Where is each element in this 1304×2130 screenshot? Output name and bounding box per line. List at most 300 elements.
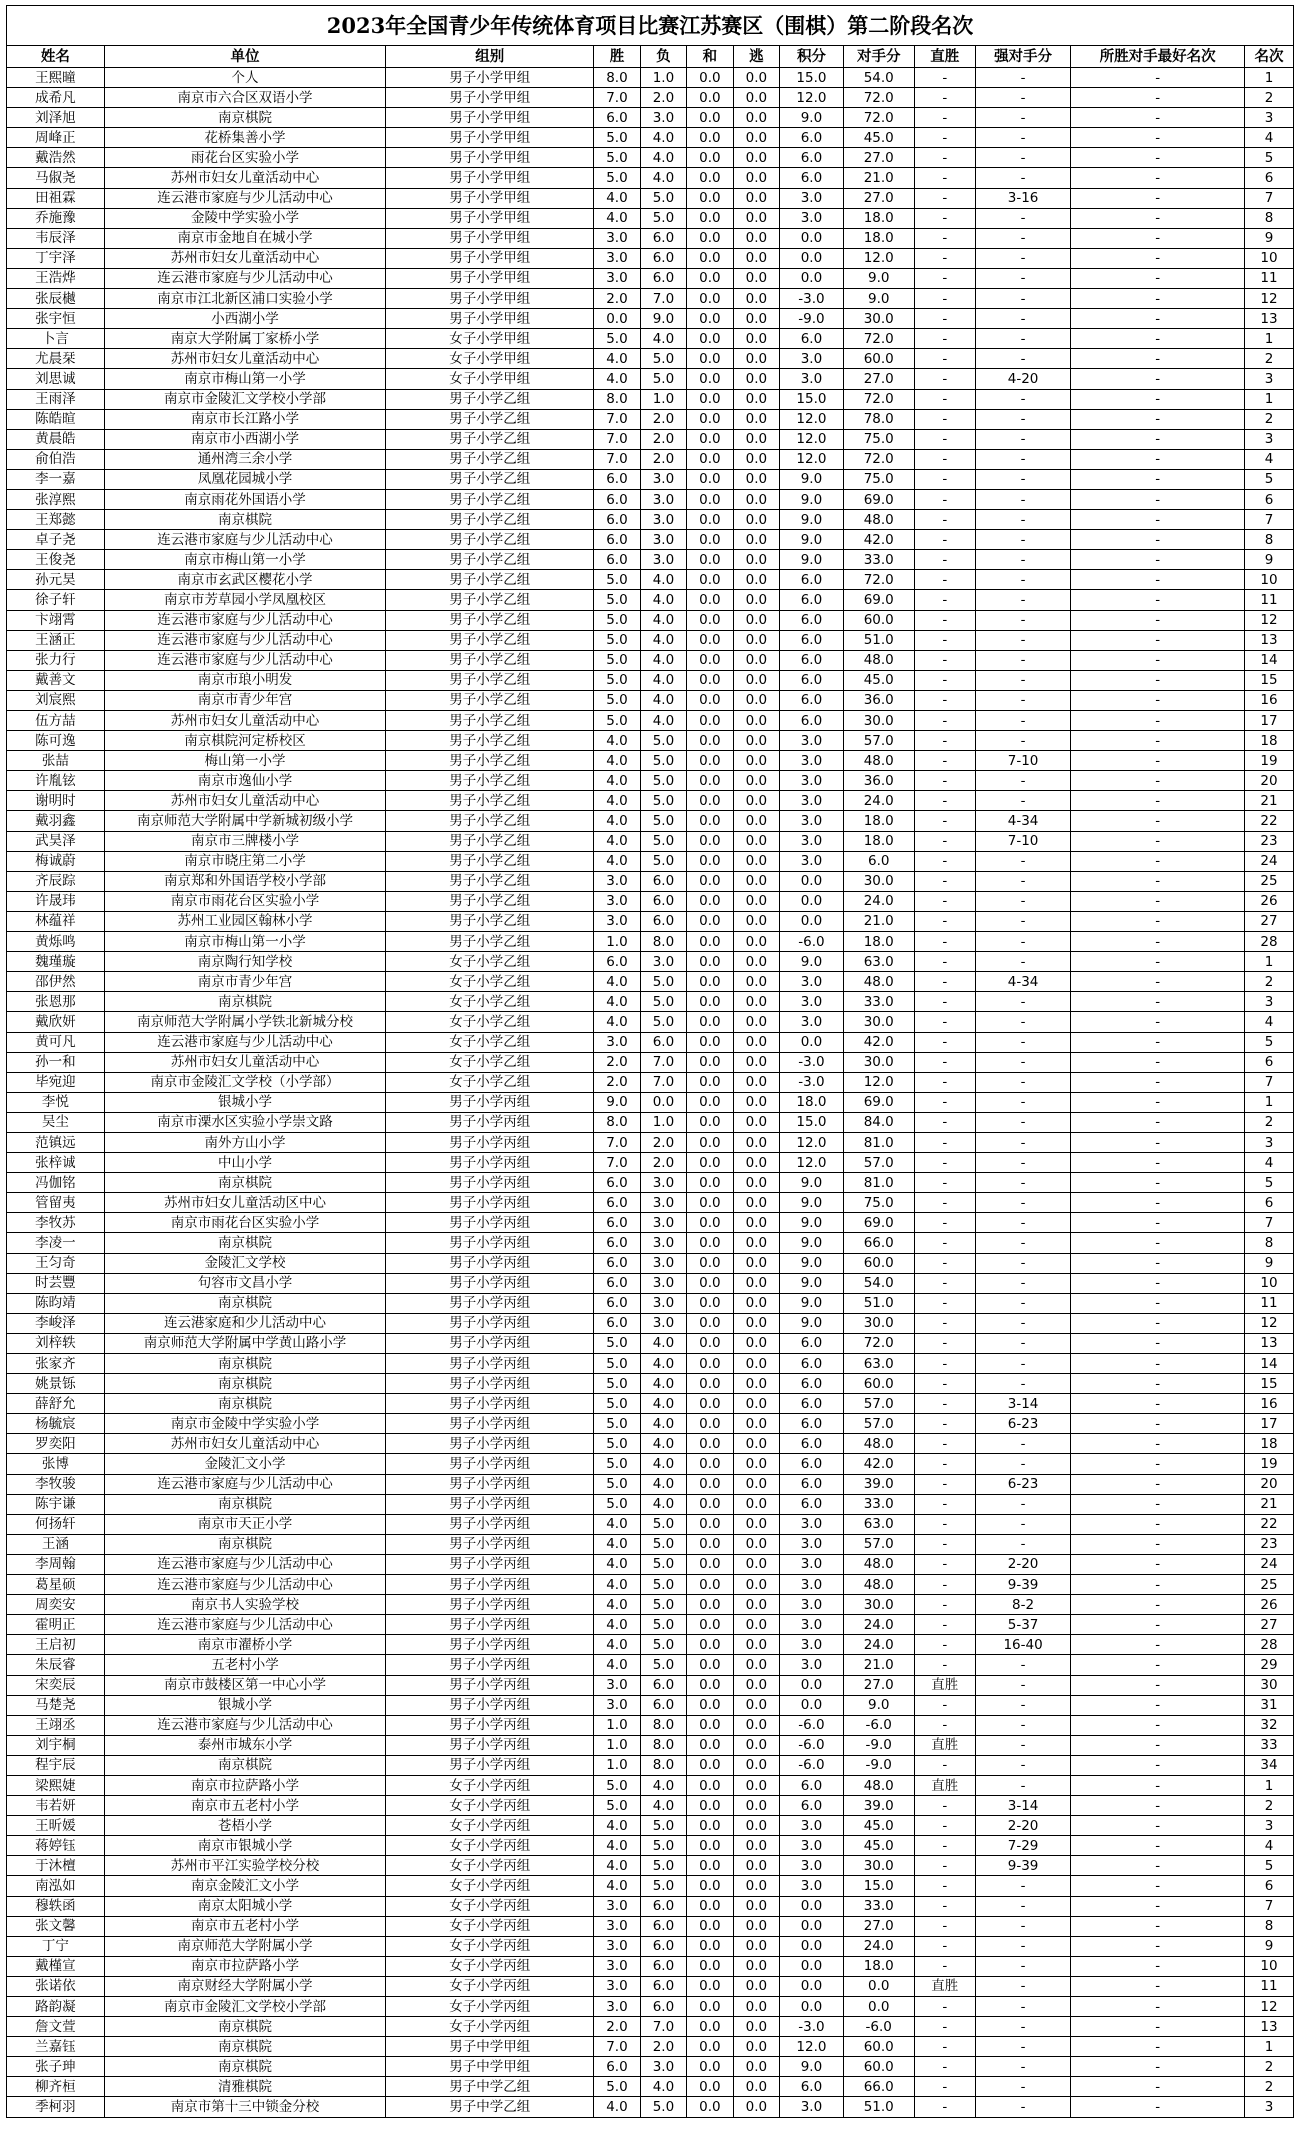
cell-direct-win: -: [914, 309, 975, 329]
cell-name: 许晟玮: [7, 891, 105, 911]
cell-direct-win: -: [914, 771, 975, 791]
cell-wins: 3.0: [594, 1936, 640, 1956]
cell-best-defeated-rank: -: [1071, 1615, 1245, 1635]
cell-wins: 6.0: [594, 1173, 640, 1193]
cell-rank: 5: [1245, 469, 1294, 489]
cell-wins: 5.0: [594, 168, 640, 188]
cell-draws: 0.0: [687, 1775, 733, 1795]
cell-rank: 33: [1245, 1735, 1294, 1755]
cell-best-defeated-rank: -: [1071, 68, 1245, 88]
cell-losses: 3.0: [640, 1273, 686, 1293]
cell-wins: 4.0: [594, 1615, 640, 1635]
cell-group: 男子小学丙组: [386, 1354, 594, 1374]
cell-points: 12.0: [780, 429, 844, 449]
cell-unit: 南京郑和外国语学校小学部: [104, 871, 385, 891]
cell-strong-opponent-score: -: [975, 952, 1070, 972]
table-row: [7, 1253, 1294, 1273]
cell-draws: 0.0: [687, 349, 733, 369]
cell-forfeits: 0.0: [733, 429, 779, 449]
cell-draws: 0.0: [687, 1052, 733, 1072]
cell-rank: 13: [1245, 630, 1294, 650]
cell-forfeits: 0.0: [733, 1253, 779, 1273]
cell-unit: 南京市梅山第一小学: [104, 932, 385, 952]
cell-best-defeated-rank: -: [1071, 670, 1245, 690]
cell-losses: 5.0: [640, 1836, 686, 1856]
cell-direct-win: -: [914, 1655, 975, 1675]
cell-opponent-score: 24.0: [843, 891, 914, 911]
cell-forfeits: 0.0: [733, 1273, 779, 1293]
cell-wins: 3.0: [594, 871, 640, 891]
cell-rank: 1: [1245, 2037, 1294, 2057]
cell-forfeits: 0.0: [733, 1173, 779, 1193]
table-row: [7, 1414, 1294, 1434]
cell-wins: 6.0: [594, 550, 640, 570]
cell-wins: 7.0: [594, 1153, 640, 1173]
cell-losses: 3.0: [640, 489, 686, 509]
column-header-opponent-score: 对手分: [843, 46, 914, 68]
table-row: [7, 510, 1294, 530]
cell-losses: 7.0: [640, 289, 686, 309]
column-header-losses: 负: [640, 46, 686, 68]
cell-wins: 6.0: [594, 489, 640, 509]
cell-strong-opponent-score: -: [975, 1454, 1070, 1474]
table-row: [7, 409, 1294, 429]
cell-strong-opponent-score: 3-16: [975, 188, 1070, 208]
cell-rank: 12: [1245, 1313, 1294, 1333]
cell-wins: 5.0: [594, 670, 640, 690]
cell-unit: 苏州市妇女儿童活动中心: [104, 1434, 385, 1454]
cell-direct-win: -: [914, 108, 975, 128]
cell-strong-opponent-score: -: [975, 1253, 1070, 1273]
table-row: [7, 188, 1294, 208]
table-row: [7, 2097, 1294, 2117]
cell-unit: 南京市天正小学: [104, 1514, 385, 1534]
cell-forfeits: 0.0: [733, 2037, 779, 2057]
cell-unit: 南京市梅山第一小学: [104, 550, 385, 570]
table-row: [7, 731, 1294, 751]
cell-opponent-score: 60.0: [843, 1374, 914, 1394]
cell-best-defeated-rank: -: [1071, 1514, 1245, 1534]
cell-losses: 5.0: [640, 1575, 686, 1595]
cell-best-defeated-rank: -: [1071, 1575, 1245, 1595]
cell-wins: 6.0: [594, 1313, 640, 1333]
cell-wins: 4.0: [594, 851, 640, 871]
cell-losses: 6.0: [640, 1916, 686, 1936]
table-row: [7, 1876, 1294, 1896]
cell-wins: 4.0: [594, 349, 640, 369]
cell-draws: 0.0: [687, 228, 733, 248]
cell-opponent-score: 42.0: [843, 1454, 914, 1474]
table-row: [7, 932, 1294, 952]
cell-points: 3.0: [780, 1876, 844, 1896]
cell-opponent-score: 33.0: [843, 992, 914, 1012]
cell-draws: 0.0: [687, 1293, 733, 1313]
cell-points: 0.0: [780, 1997, 844, 2017]
table-row: [7, 771, 1294, 791]
cell-best-defeated-rank: -: [1071, 2077, 1245, 2097]
cell-group: 男子小学乙组: [386, 751, 594, 771]
cell-opponent-score: 24.0: [843, 791, 914, 811]
cell-losses: 5.0: [640, 1012, 686, 1032]
cell-forfeits: 0.0: [733, 268, 779, 288]
cell-direct-win: -: [914, 1755, 975, 1775]
cell-strong-opponent-score: -: [975, 88, 1070, 108]
cell-unit: 连云港市家庭与少儿活动中心: [104, 1615, 385, 1635]
cell-draws: 0.0: [687, 2017, 733, 2037]
cell-direct-win: -: [914, 1615, 975, 1635]
cell-name: 王雨泽: [7, 389, 105, 409]
cell-best-defeated-rank: -: [1071, 911, 1245, 931]
cell-forfeits: 0.0: [733, 1856, 779, 1876]
cell-points: 9.0: [780, 1173, 844, 1193]
cell-direct-win: -: [914, 429, 975, 449]
cell-name: 张喆: [7, 751, 105, 771]
cell-unit: 苏州工业园区翰林小学: [104, 911, 385, 931]
cell-name: 蒋婷钰: [7, 1836, 105, 1856]
cell-rank: 5: [1245, 1173, 1294, 1193]
cell-forfeits: 0.0: [733, 369, 779, 389]
column-header-direct-win: 直胜: [914, 46, 975, 68]
cell-unit: 凤凰花园城小学: [104, 469, 385, 489]
cell-direct-win: -: [914, 289, 975, 309]
cell-losses: 0.0: [640, 1092, 686, 1112]
cell-direct-win: -: [914, 811, 975, 831]
cell-opponent-score: 48.0: [843, 650, 914, 670]
cell-name: 徐子轩: [7, 590, 105, 610]
cell-losses: 2.0: [640, 88, 686, 108]
cell-rank: 3: [1245, 108, 1294, 128]
cell-direct-win: -: [914, 268, 975, 288]
cell-name: 戴浩然: [7, 148, 105, 168]
cell-strong-opponent-score: -: [975, 2077, 1070, 2097]
cell-best-defeated-rank: -: [1071, 88, 1245, 108]
cell-name: 陈可逸: [7, 731, 105, 751]
cell-points: 9.0: [780, 952, 844, 972]
cell-name: 张梓诚: [7, 1153, 105, 1173]
cell-opponent-score: 18.0: [843, 932, 914, 952]
cell-group: 男子小学丙组: [386, 1554, 594, 1574]
table-row: [7, 1092, 1294, 1112]
cell-name: 王涵: [7, 1534, 105, 1554]
cell-losses: 5.0: [640, 751, 686, 771]
cell-name: 戴欣妍: [7, 1012, 105, 1032]
cell-opponent-score: 18.0: [843, 1956, 914, 1976]
cell-name: 卜言: [7, 329, 105, 349]
cell-draws: 0.0: [687, 449, 733, 469]
cell-unit: 南京棋院: [104, 2057, 385, 2077]
cell-opponent-score: 45.0: [843, 128, 914, 148]
cell-best-defeated-rank: -: [1071, 1233, 1245, 1253]
cell-name: 周奕安: [7, 1595, 105, 1615]
cell-direct-win: -: [914, 751, 975, 771]
cell-best-defeated-rank: -: [1071, 1072, 1245, 1092]
cell-strong-opponent-score: -: [975, 1092, 1070, 1112]
cell-strong-opponent-score: 6-23: [975, 1474, 1070, 1494]
cell-group: 男子小学乙组: [386, 550, 594, 570]
cell-unit: 南京师范大学附属小学: [104, 1936, 385, 1956]
cell-wins: 4.0: [594, 1876, 640, 1896]
table-row: [7, 871, 1294, 891]
cell-forfeits: 0.0: [733, 108, 779, 128]
cell-group: 男子小学丙组: [386, 1273, 594, 1293]
cell-forfeits: 0.0: [733, 1896, 779, 1916]
cell-best-defeated-rank: -: [1071, 268, 1245, 288]
cell-wins: 6.0: [594, 469, 640, 489]
table-row: [7, 1796, 1294, 1816]
cell-forfeits: 0.0: [733, 891, 779, 911]
cell-points: 0.0: [780, 1936, 844, 1956]
cell-direct-win: -: [914, 1856, 975, 1876]
cell-rank: 29: [1245, 1655, 1294, 1675]
cell-losses: 5.0: [640, 811, 686, 831]
cell-opponent-score: -6.0: [843, 2017, 914, 2037]
cell-unit: 南京棋院: [104, 1293, 385, 1313]
cell-direct-win: -: [914, 690, 975, 710]
cell-wins: 3.0: [594, 1695, 640, 1715]
cell-forfeits: 0.0: [733, 1313, 779, 1333]
cell-best-defeated-rank: -: [1071, 851, 1245, 871]
table-row: [7, 1916, 1294, 1936]
cell-strong-opponent-score: -: [975, 630, 1070, 650]
cell-draws: 0.0: [687, 1735, 733, 1755]
cell-name: 李凌一: [7, 1233, 105, 1253]
cell-strong-opponent-score: -: [975, 1153, 1070, 1173]
cell-direct-win: -: [914, 2077, 975, 2097]
cell-losses: 4.0: [640, 1414, 686, 1434]
cell-strong-opponent-score: 4-20: [975, 369, 1070, 389]
cell-losses: 8.0: [640, 1715, 686, 1735]
cell-direct-win: -: [914, 831, 975, 851]
cell-forfeits: 0.0: [733, 168, 779, 188]
cell-best-defeated-rank: -: [1071, 228, 1245, 248]
cell-direct-win: -: [914, 1374, 975, 1394]
cell-wins: 3.0: [594, 1916, 640, 1936]
cell-name: 刘梓轶: [7, 1333, 105, 1353]
cell-unit: 苏州市妇女儿童活动中心: [104, 791, 385, 811]
cell-opponent-score: 69.0: [843, 1213, 914, 1233]
cell-group: 男子小学甲组: [386, 289, 594, 309]
cell-forfeits: 0.0: [733, 1474, 779, 1494]
table-row: [7, 329, 1294, 349]
cell-unit: 南京金陵汇文小学: [104, 1876, 385, 1896]
cell-wins: 4.0: [594, 811, 640, 831]
cell-group: 女子小学丙组: [386, 1976, 594, 1996]
cell-strong-opponent-score: -: [975, 1273, 1070, 1293]
cell-draws: 0.0: [687, 1313, 733, 1333]
table-row: [7, 811, 1294, 831]
cell-points: 9.0: [780, 510, 844, 530]
cell-direct-win: -: [914, 1273, 975, 1293]
cell-rank: 25: [1245, 871, 1294, 891]
cell-best-defeated-rank: -: [1071, 1635, 1245, 1655]
cell-draws: 0.0: [687, 2077, 733, 2097]
cell-unit: 南京市逸仙小学: [104, 771, 385, 791]
table-row: [7, 1775, 1294, 1795]
cell-unit: 雨花台区实验小学: [104, 148, 385, 168]
cell-opponent-score: 21.0: [843, 168, 914, 188]
cell-draws: 0.0: [687, 389, 733, 409]
cell-best-defeated-rank: -: [1071, 1213, 1245, 1233]
cell-group: 男子中学乙组: [386, 2077, 594, 2097]
cell-direct-win: -: [914, 1997, 975, 2017]
cell-draws: 0.0: [687, 1916, 733, 1936]
cell-name: 王启初: [7, 1635, 105, 1655]
cell-group: 男子小学丙组: [386, 1092, 594, 1112]
cell-best-defeated-rank: -: [1071, 1856, 1245, 1876]
cell-opponent-score: 48.0: [843, 1434, 914, 1454]
cell-direct-win: -: [914, 1956, 975, 1976]
cell-opponent-score: 24.0: [843, 1615, 914, 1635]
table-row: [7, 630, 1294, 650]
cell-strong-opponent-score: -: [975, 1976, 1070, 1996]
cell-group: 女子小学丙组: [386, 1816, 594, 1836]
cell-points: 3.0: [780, 1836, 844, 1856]
cell-group: 男子小学乙组: [386, 932, 594, 952]
cell-group: 男子小学乙组: [386, 791, 594, 811]
cell-losses: 5.0: [640, 791, 686, 811]
cell-wins: 5.0: [594, 148, 640, 168]
cell-rank: 13: [1245, 2017, 1294, 2037]
cell-points: 3.0: [780, 369, 844, 389]
cell-points: 0.0: [780, 1896, 844, 1916]
cell-strong-opponent-score: -: [975, 1997, 1070, 2017]
cell-opponent-score: 57.0: [843, 1414, 914, 1434]
cell-group: 女子小学乙组: [386, 972, 594, 992]
cell-forfeits: 0.0: [733, 88, 779, 108]
cell-strong-opponent-score: -: [975, 1052, 1070, 1072]
cell-strong-opponent-score: -: [975, 389, 1070, 409]
cell-best-defeated-rank: -: [1071, 1876, 1245, 1896]
cell-points: 6.0: [780, 1394, 844, 1414]
cell-group: 男子小学丙组: [386, 1434, 594, 1454]
cell-wins: 7.0: [594, 88, 640, 108]
cell-rank: 16: [1245, 690, 1294, 710]
cell-points: 12.0: [780, 409, 844, 429]
cell-name: 魏瑾璇: [7, 952, 105, 972]
cell-draws: 0.0: [687, 1755, 733, 1775]
cell-draws: 0.0: [687, 248, 733, 268]
cell-strong-opponent-score: -: [975, 1112, 1070, 1132]
cell-unit: 金陵中学实验小学: [104, 208, 385, 228]
cell-name: 张子珅: [7, 2057, 105, 2077]
cell-rank: 6: [1245, 489, 1294, 509]
cell-points: -6.0: [780, 1735, 844, 1755]
cell-best-defeated-rank: -: [1071, 1836, 1245, 1856]
cell-strong-opponent-score: -: [975, 1012, 1070, 1032]
table-row: [7, 1333, 1294, 1353]
cell-wins: 4.0: [594, 1836, 640, 1856]
table-row: [7, 289, 1294, 309]
cell-rank: 1: [1245, 1092, 1294, 1112]
cell-best-defeated-rank: -: [1071, 1695, 1245, 1715]
cell-direct-win: -: [914, 1896, 975, 1916]
cell-forfeits: 0.0: [733, 1494, 779, 1514]
cell-wins: 8.0: [594, 389, 640, 409]
table-row: [7, 88, 1294, 108]
table-row: [7, 1012, 1294, 1032]
cell-direct-win: -: [914, 168, 975, 188]
cell-name: 陈宇谦: [7, 1494, 105, 1514]
cell-strong-opponent-score: -: [975, 610, 1070, 630]
cell-unit: 梅山第一小学: [104, 751, 385, 771]
cell-best-defeated-rank: -: [1071, 369, 1245, 389]
cell-name: 宋奕辰: [7, 1675, 105, 1695]
cell-best-defeated-rank: -: [1071, 1414, 1245, 1434]
cell-wins: 5.0: [594, 630, 640, 650]
cell-name: 李牧骏: [7, 1474, 105, 1494]
cell-losses: 4.0: [640, 711, 686, 731]
cell-group: 男子小学丙组: [386, 1695, 594, 1715]
cell-forfeits: 0.0: [733, 992, 779, 1012]
cell-points: 3.0: [780, 1575, 844, 1595]
cell-losses: 4.0: [640, 1394, 686, 1414]
cell-forfeits: 0.0: [733, 1012, 779, 1032]
cell-losses: 4.0: [640, 630, 686, 650]
cell-best-defeated-rank: -: [1071, 871, 1245, 891]
cell-group: 男子中学甲组: [386, 2037, 594, 2057]
cell-draws: 0.0: [687, 1434, 733, 1454]
cell-best-defeated-rank: -: [1071, 891, 1245, 911]
cell-losses: 8.0: [640, 932, 686, 952]
cell-name: 黄可凡: [7, 1032, 105, 1052]
cell-strong-opponent-score: 5-37: [975, 1615, 1070, 1635]
cell-wins: 5.0: [594, 1394, 640, 1414]
cell-name: 田祖霖: [7, 188, 105, 208]
cell-unit: 南京棋院: [104, 1534, 385, 1554]
cell-forfeits: 0.0: [733, 1414, 779, 1434]
cell-forfeits: 0.0: [733, 2077, 779, 2097]
cell-losses: 4.0: [640, 168, 686, 188]
cell-strong-opponent-score: -: [975, 489, 1070, 509]
cell-points: 9.0: [780, 1233, 844, 1253]
cell-name: 张诺依: [7, 1976, 105, 1996]
table-row: [7, 911, 1294, 931]
cell-name: 南泓如: [7, 1876, 105, 1896]
cell-points: 3.0: [780, 1615, 844, 1635]
cell-losses: 4.0: [640, 1494, 686, 1514]
cell-rank: 4: [1245, 449, 1294, 469]
cell-rank: 12: [1245, 1997, 1294, 2017]
cell-rank: 5: [1245, 1856, 1294, 1876]
cell-wins: 5.0: [594, 1474, 640, 1494]
cell-rank: 4: [1245, 1012, 1294, 1032]
cell-group: 男子小学丙组: [386, 1313, 594, 1333]
cell-name: 成希凡: [7, 88, 105, 108]
cell-points: 0.0: [780, 248, 844, 268]
cell-losses: 4.0: [640, 1354, 686, 1374]
table-row: [7, 670, 1294, 690]
cell-direct-win: -: [914, 1595, 975, 1615]
cell-rank: 2: [1245, 2057, 1294, 2077]
cell-name: 兰嘉钰: [7, 2037, 105, 2057]
cell-strong-opponent-score: -: [975, 1354, 1070, 1374]
cell-group: 男子小学丙组: [386, 1735, 594, 1755]
cell-strong-opponent-score: -: [975, 1494, 1070, 1514]
cell-best-defeated-rank: -: [1071, 248, 1245, 268]
cell-best-defeated-rank: -: [1071, 510, 1245, 530]
cell-strong-opponent-score: 4-34: [975, 811, 1070, 831]
cell-name: 朱辰睿: [7, 1655, 105, 1675]
cell-wins: 4.0: [594, 771, 640, 791]
cell-wins: 5.0: [594, 128, 640, 148]
cell-best-defeated-rank: -: [1071, 1032, 1245, 1052]
cell-forfeits: 0.0: [733, 1514, 779, 1534]
cell-opponent-score: 81.0: [843, 1173, 914, 1193]
cell-strong-opponent-score: 7-10: [975, 831, 1070, 851]
cell-forfeits: 0.0: [733, 1132, 779, 1152]
cell-strong-opponent-score: -: [975, 108, 1070, 128]
cell-points: 6.0: [780, 590, 844, 610]
